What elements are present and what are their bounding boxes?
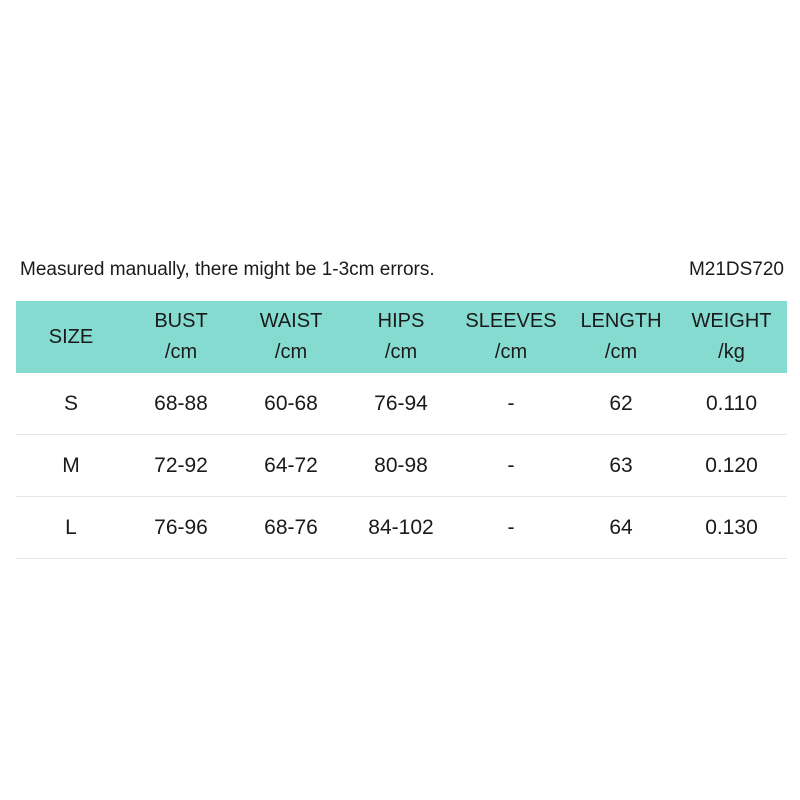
header-waist [236, 301, 346, 373]
table-cell: 76-96 [154, 516, 208, 539]
product-code: M21DS720 [688, 259, 784, 280]
table-cell: 64 [609, 516, 633, 539]
table-cell: 0.120 [705, 454, 758, 477]
header-hips [346, 301, 456, 373]
table-cell: 80-98 [374, 454, 428, 477]
table-cell: - [507, 454, 515, 477]
header-label: LENGTH [580, 310, 662, 332]
header-label: BUST [154, 310, 208, 332]
table-cell: S [63, 392, 78, 415]
table-cell: 63 [609, 454, 633, 477]
table-cell: L [65, 516, 77, 539]
table-row [16, 497, 787, 559]
header-label: HIPS [377, 310, 425, 332]
table-cell: 84-102 [368, 516, 434, 539]
size-chart-table [16, 301, 787, 559]
header-unit: /kg [718, 341, 745, 363]
table-header [16, 301, 787, 373]
table-cell: M [62, 454, 80, 477]
header-unit: /cm [384, 341, 418, 363]
header-unit: /cm [164, 341, 198, 363]
header-unit: /cm [494, 341, 528, 363]
header-label: WAIST [259, 310, 323, 332]
table-row [16, 435, 787, 497]
table-cell: 60-68 [264, 392, 318, 415]
table-cell: 72-92 [154, 454, 208, 477]
table-cell: 0.110 [706, 392, 757, 415]
header-label: WEIGHT [691, 310, 772, 332]
measurement-note: Measured manually, there might be 1-3cm errors. [20, 259, 435, 280]
header-length [566, 301, 676, 373]
table-row [16, 373, 787, 435]
header-weight [676, 301, 787, 373]
header-unit: /cm [274, 341, 308, 363]
header-unit: /cm [604, 341, 638, 363]
header-bust [126, 301, 236, 373]
table-cell: 62 [609, 392, 633, 415]
table-cell: 68-88 [154, 392, 208, 415]
table-cell: - [507, 516, 515, 539]
table-cell: 76-94 [374, 392, 428, 415]
table-cell: 64-72 [264, 454, 318, 477]
header-size [16, 301, 126, 373]
header-label: SLEEVES [465, 310, 557, 332]
table-cell: 68-76 [264, 516, 318, 539]
table-cell: 0.130 [705, 516, 758, 539]
header-sleeves [456, 301, 566, 373]
header-label: SIZE [48, 325, 94, 348]
table-cell: - [507, 392, 515, 415]
